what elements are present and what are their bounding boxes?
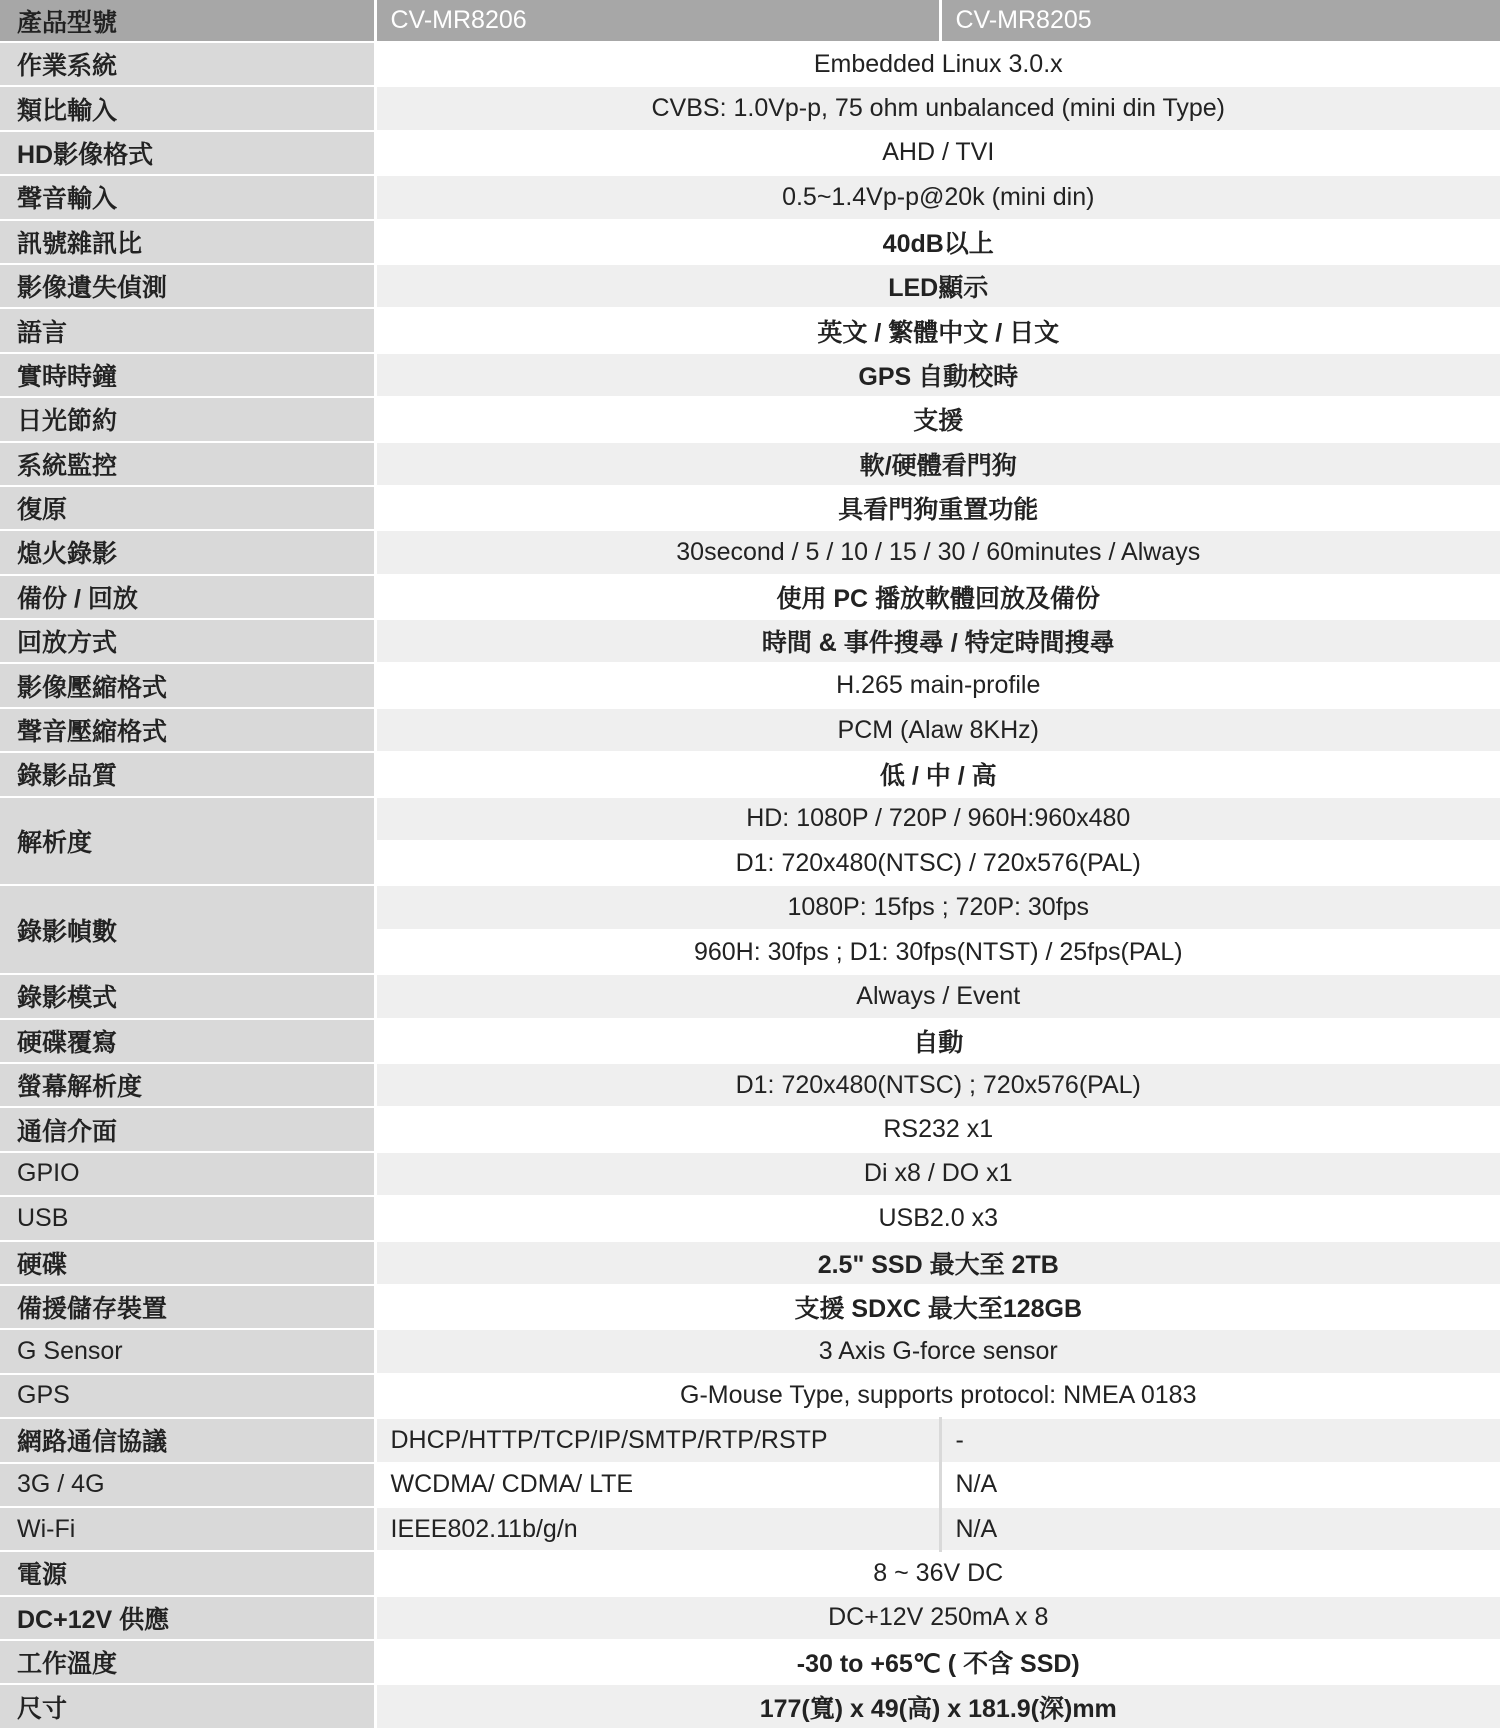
spec-row bbox=[0, 530, 1500, 574]
spec-value: Always / Event bbox=[375, 974, 1500, 1018]
spec-label: 網路通信協議 bbox=[0, 1418, 375, 1462]
spec-row bbox=[0, 797, 1500, 841]
model-cv-mr8206: CV-MR8206 bbox=[375, 0, 940, 42]
spec-value: 自動 bbox=[375, 1019, 1500, 1063]
spec-value: Embedded Linux 3.0.x bbox=[375, 42, 1500, 86]
spec-value: 軟/硬體看門狗 bbox=[375, 442, 1500, 486]
spec-label: 硬碟覆寫 bbox=[0, 1019, 375, 1063]
spec-label: USB bbox=[0, 1196, 375, 1240]
spec-row bbox=[0, 1241, 1500, 1285]
spec-row bbox=[0, 220, 1500, 264]
spec-value: CVBS: 1.0Vp-p, 75 ohm unbalanced (mini din Type) bbox=[375, 86, 1500, 130]
spec-row bbox=[0, 752, 1500, 796]
spec-value: D1: 720x480(NTSC) / 720x576(PAL) bbox=[375, 841, 1500, 885]
spec-row bbox=[0, 175, 1500, 219]
spec-row bbox=[0, 1107, 1500, 1151]
spec-value: 40dB以上 bbox=[375, 220, 1500, 264]
spec-label: 類比輸入 bbox=[0, 86, 375, 130]
spec-row bbox=[0, 42, 1500, 86]
spec-label: 尺寸 bbox=[0, 1684, 375, 1728]
spec-value-cv-mr8206: DHCP/HTTP/TCP/IP/SMTP/RTP/RSTP bbox=[375, 1418, 940, 1462]
spec-label: 錄影幀數 bbox=[0, 885, 375, 974]
spec-row bbox=[0, 131, 1500, 175]
spec-row bbox=[0, 708, 1500, 752]
spec-value: H.265 main-profile bbox=[375, 663, 1500, 707]
spec-value: GPS 自動校時 bbox=[375, 353, 1500, 397]
spec-label: DC+12V 供應 bbox=[0, 1596, 375, 1640]
spec-row bbox=[0, 1551, 1500, 1595]
spec-row bbox=[0, 1463, 1500, 1507]
spec-label: Wi-Fi bbox=[0, 1507, 375, 1551]
spec-label: 備份 / 回放 bbox=[0, 575, 375, 619]
spec-row bbox=[0, 1418, 1500, 1462]
spec-row bbox=[0, 1684, 1500, 1728]
spec-row bbox=[0, 1285, 1500, 1329]
spec-value: PCM (Alaw 8KHz) bbox=[375, 708, 1500, 752]
spec-row bbox=[0, 442, 1500, 486]
spec-row bbox=[0, 974, 1500, 1018]
spec-value: D1: 720x480(NTSC) ; 720x576(PAL) bbox=[375, 1063, 1500, 1107]
spec-value: HD: 1080P / 720P / 960H:960x480 bbox=[375, 797, 1500, 841]
spec-value: 支援 SDXC 最大至128GB bbox=[375, 1285, 1500, 1329]
spec-row bbox=[0, 1152, 1500, 1196]
spec-row bbox=[0, 1596, 1500, 1640]
spec-value: 3 Axis G-force sensor bbox=[375, 1329, 1500, 1373]
spec-value: 低 / 中 / 高 bbox=[375, 752, 1500, 796]
spec-row bbox=[0, 308, 1500, 352]
spec-label: 影像壓縮格式 bbox=[0, 663, 375, 707]
spec-label: 螢幕解析度 bbox=[0, 1063, 375, 1107]
spec-label: 復原 bbox=[0, 486, 375, 530]
spec-label: 錄影品質 bbox=[0, 752, 375, 796]
spec-label: 工作溫度 bbox=[0, 1640, 375, 1684]
spec-row bbox=[0, 486, 1500, 530]
spec-label: 解析度 bbox=[0, 797, 375, 886]
spec-row bbox=[0, 1329, 1500, 1373]
spec-label: 訊號雜訊比 bbox=[0, 220, 375, 264]
spec-label: 聲音輸入 bbox=[0, 175, 375, 219]
spec-label: 通信介面 bbox=[0, 1107, 375, 1151]
spec-label: 電源 bbox=[0, 1551, 375, 1595]
spec-value: 時間 & 事件搜尋 / 特定時間搜尋 bbox=[375, 619, 1500, 663]
spec-value: USB2.0 x3 bbox=[375, 1196, 1500, 1240]
spec-label: 作業系統 bbox=[0, 42, 375, 86]
spec-label: GPIO bbox=[0, 1152, 375, 1196]
spec-label: 3G / 4G bbox=[0, 1463, 375, 1507]
spec-row bbox=[0, 264, 1500, 308]
spec-label: 備援儲存裝置 bbox=[0, 1285, 375, 1329]
spec-row bbox=[0, 397, 1500, 441]
spec-row bbox=[0, 619, 1500, 663]
model-cv-mr8205: CV-MR8205 bbox=[940, 0, 1500, 42]
spec-row bbox=[0, 885, 1500, 929]
spec-value: RS232 x1 bbox=[375, 1107, 1500, 1151]
spec-row bbox=[0, 353, 1500, 397]
spec-value: 具看門狗重置功能 bbox=[375, 486, 1500, 530]
product-model-label: 產品型號 bbox=[0, 0, 375, 42]
spec-value: 177(寬) x 49(高) x 181.9(深)mm bbox=[375, 1684, 1500, 1728]
spec-label: 實時時鐘 bbox=[0, 353, 375, 397]
spec-row bbox=[0, 663, 1500, 707]
spec-row bbox=[0, 1507, 1500, 1551]
spec-label: 影像遺失偵測 bbox=[0, 264, 375, 308]
spec-value-cv-mr8206: WCDMA/ CDMA/ LTE bbox=[375, 1463, 940, 1507]
spec-label: 日光節約 bbox=[0, 397, 375, 441]
spec-label: 錄影模式 bbox=[0, 974, 375, 1018]
spec-label: 硬碟 bbox=[0, 1241, 375, 1285]
spec-label: 語言 bbox=[0, 308, 375, 352]
spec-value: 支援 bbox=[375, 397, 1500, 441]
spec-label: 系統監控 bbox=[0, 442, 375, 486]
spec-value: 1080P: 15fps ; 720P: 30fps bbox=[375, 885, 1500, 929]
spec-label: G Sensor bbox=[0, 1329, 375, 1373]
spec-label: 回放方式 bbox=[0, 619, 375, 663]
spec-label: GPS bbox=[0, 1374, 375, 1418]
header-row bbox=[0, 0, 1500, 42]
spec-value-cv-mr8205: - bbox=[940, 1418, 1500, 1462]
spec-label: 熄火錄影 bbox=[0, 530, 375, 574]
spec-value: DC+12V 250mA x 8 bbox=[375, 1596, 1500, 1640]
spec-value: Di x8 / DO x1 bbox=[375, 1152, 1500, 1196]
spec-value: 英文 / 繁體中文 / 日文 bbox=[375, 308, 1500, 352]
spec-value-cv-mr8205: N/A bbox=[940, 1463, 1500, 1507]
spec-row bbox=[0, 86, 1500, 130]
spec-row bbox=[0, 575, 1500, 619]
spec-row bbox=[0, 1019, 1500, 1063]
spec-value: 960H: 30fps ; D1: 30fps(NTST) / 25fps(PAL) bbox=[375, 930, 1500, 974]
spec-label: HD影像格式 bbox=[0, 131, 375, 175]
spec-row bbox=[0, 1196, 1500, 1240]
spec-row bbox=[0, 1374, 1500, 1418]
spec-value: 使用 PC 播放軟體回放及備份 bbox=[375, 575, 1500, 619]
spec-value: G-Mouse Type, supports protocol: NMEA 0183 bbox=[375, 1374, 1500, 1418]
spec-row bbox=[0, 1063, 1500, 1107]
spec-value: 8 ~ 36V DC bbox=[375, 1551, 1500, 1595]
spec-value: AHD / TVI bbox=[375, 131, 1500, 175]
spec-value-cv-mr8205: N/A bbox=[940, 1507, 1500, 1551]
spec-label: 聲音壓縮格式 bbox=[0, 708, 375, 752]
spec-value: -30 to +65℃ ( 不含 SSD) bbox=[375, 1640, 1500, 1684]
spec-value-cv-mr8206: IEEE802.11b/g/n bbox=[375, 1507, 940, 1551]
spec-value: LED顯示 bbox=[375, 264, 1500, 308]
spec-value: 0.5~1.4Vp-p@20k (mini din) bbox=[375, 175, 1500, 219]
spec-value: 30second / 5 / 10 / 15 / 30 / 60minutes / Always bbox=[375, 530, 1500, 574]
spec-value: 2.5" SSD 最大至 2TB bbox=[375, 1241, 1500, 1285]
spec-row bbox=[0, 1640, 1500, 1684]
